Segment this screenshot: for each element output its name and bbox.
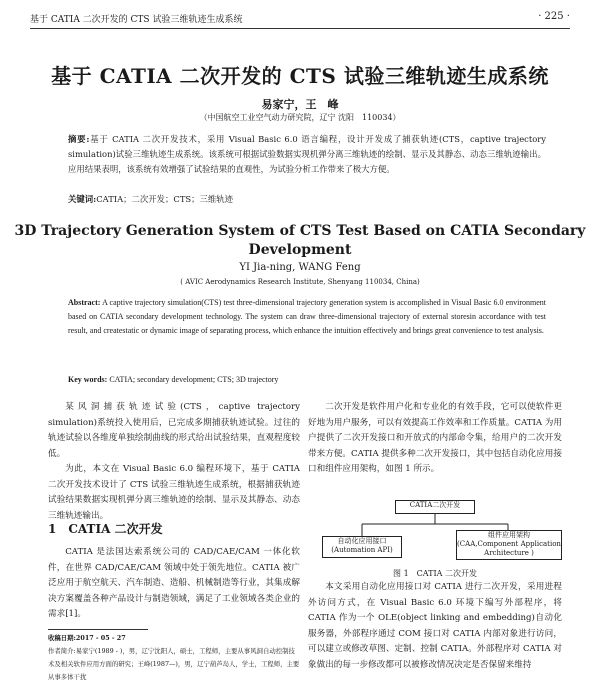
keywords-en-label: Key words: [68, 375, 108, 384]
abstract-en-text: A captive trajectory simulation(CTS) test three-dimensional trajectory generation system is accomplished in Visual Basic 6.0 environment based on CATIA secondary development technology. The system can draw three-dimensional trajectory of external storesin accordance with test result, and createstatic or dynamic image of separating process, which enhance the intuition effectively and brings great convenience to test analysis. [68, 298, 547, 335]
footnotes [48, 632, 300, 684]
abstract-cn [68, 132, 546, 177]
received-date: 收稿日期:2017 - 05 - 27 [48, 634, 126, 642]
keywords-cn-label: 关键词: [68, 194, 97, 204]
page-number: · 225 · [538, 11, 570, 22]
body-left-paragraph-2: 为此，本文在 Visual Basic 6.0 编程环境下，基于 CATIA 二次开发技术设计了 CTS 试验三维轨迹生成系统，根据捕获轨迹试验结果数据实现机弹分离三维轨迹的绘制、显示及其静态、动态三维轨迹输出。 [48, 464, 300, 521]
abstract-en [68, 296, 546, 338]
body-left-paragraph-1: 某风洞捕获轨迹试验(CTS，captive trajectory simulation)系统投入使用后，已完成多期捕获轨迹试验。过往的轨迹试验以各维度单独绘制曲线的形式给出试验结果，直观程度较低。 [48, 402, 300, 459]
running-title: 基于 CATIA 二次开发的 CTS 试验三维轨迹生成系统 [30, 15, 243, 25]
abstract-cn-label: 摘要: [68, 134, 90, 144]
keywords-en-text: CATIA; secondary development; CTS; 3D trajectory [109, 375, 279, 384]
keywords-cn-text: CATIA；二次开发；CTS；三维轨迹 [96, 194, 234, 204]
figure-1-caption: 图 1 CATIA 二次开发 [393, 569, 477, 578]
section-heading-1: 1 CATIA 二次开发 [48, 522, 163, 536]
authors-cn: 易家宁，王 峰 [261, 98, 339, 111]
abstract-en-label: Abstract: [68, 298, 101, 307]
paper-title-cn: 基于 CATIA 二次开发的 CTS 试验三维轨迹生成系统 [51, 64, 549, 88]
authors-en: YI Jia-ning, WANG Feng [239, 262, 361, 273]
paper-title-en: 3D Trajectory Generation System of CTS Test Based on CATIA Secondary Development [14, 223, 586, 258]
header-rule [30, 28, 570, 29]
caa-line-1: 组件应用架构 [488, 531, 530, 539]
keywords-cn [68, 193, 233, 205]
body-left-paragraph-3: CATIA 是法国达索系统公司的 CAD/CAE/CAM 一体化软件，在世界 CAD/CAE/CAM 领域中处于领先地位。CATIA 被广泛应用于航空航天、汽车制造、造船、机械制造等行业，其集成解决方案覆盖各种产品设计与制造领域，满足了工业领域各类企业的需求[1]。 [48, 547, 300, 620]
abstract-cn-text: 基于 CATIA 二次开发技术，采用 Visual Basic 6.0 语言编程，设计开发成了捕获轨迹(CTS，captive trajectory simulation)试验三维轨迹生成系统。该系统可根据试验数据实现机弹分离三维轨迹的绘制、显示及其静态、动态三维轨迹输出。应用结果表明，该系统有效增强了试验结果的直观性，为试验分析工作带来了极大方便。 [68, 134, 546, 174]
affiliation-en: ( AVIC Aerodynamics Research Institute, Shenyang 110034, China) [180, 278, 420, 286]
body-right-paragraph-1: 二次开发是软件用户化和专业化的有效手段，它可以使软件更好地为用户服务，可以有效提高工作效率和工作质量。CATIA 为用户提供了二次开发接口和开放式的内部命令集，给用户的二次开发带来方便。CATIA 提供多种二次开发接口，其中包括自动化应用接口和组件应用架构，如图 1 所示。 [308, 402, 562, 475]
automation-api-line-1: 自动化应用接口 [337, 537, 387, 545]
author-bio: 作者简介:易家宁(1989 - )，男，辽宁沈阳人，硕士，工程师，主要从事风洞自动控制技术及相关软件应用方面的研究；王峰(1987—)，男，辽宁葫芦岛人，学士，工程师，主要从事多体干扰 [48, 647, 300, 681]
figure-box-automation-api [322, 536, 402, 558]
keywords-en [68, 375, 278, 384]
footnote-rule [48, 629, 148, 630]
caa-line-2: (CAA,Component Application [457, 540, 561, 548]
caa-line-3: Architecture ) [484, 549, 534, 557]
body-right-paragraph-2: 本文采用自动化应用接口对 CATIA 进行二次开发，采用进程外访问方式，在 Visual Basic 6.0 环境下编写外部程序，将 CATIA 作为一个 OLE(object linking and embedding)自动化服务器，外部程序通过 COM 接口对 CATIA 内部对象进行访问，可以建立或修改草图、定制、控制 CATIA。外部程序对 CATIA 对象做出的每一步修改都可以被修改情况决定是否保留来维持 [308, 582, 562, 670]
figure-box-catia-development: CATIA二次开发 [395, 500, 475, 514]
automation-api-line-2: (Automation API) [331, 546, 393, 554]
figure-box-caa [456, 530, 562, 560]
affiliation-cn: （中国航空工业空气动力研究院，辽宁 沈阳 110034） [199, 113, 401, 122]
